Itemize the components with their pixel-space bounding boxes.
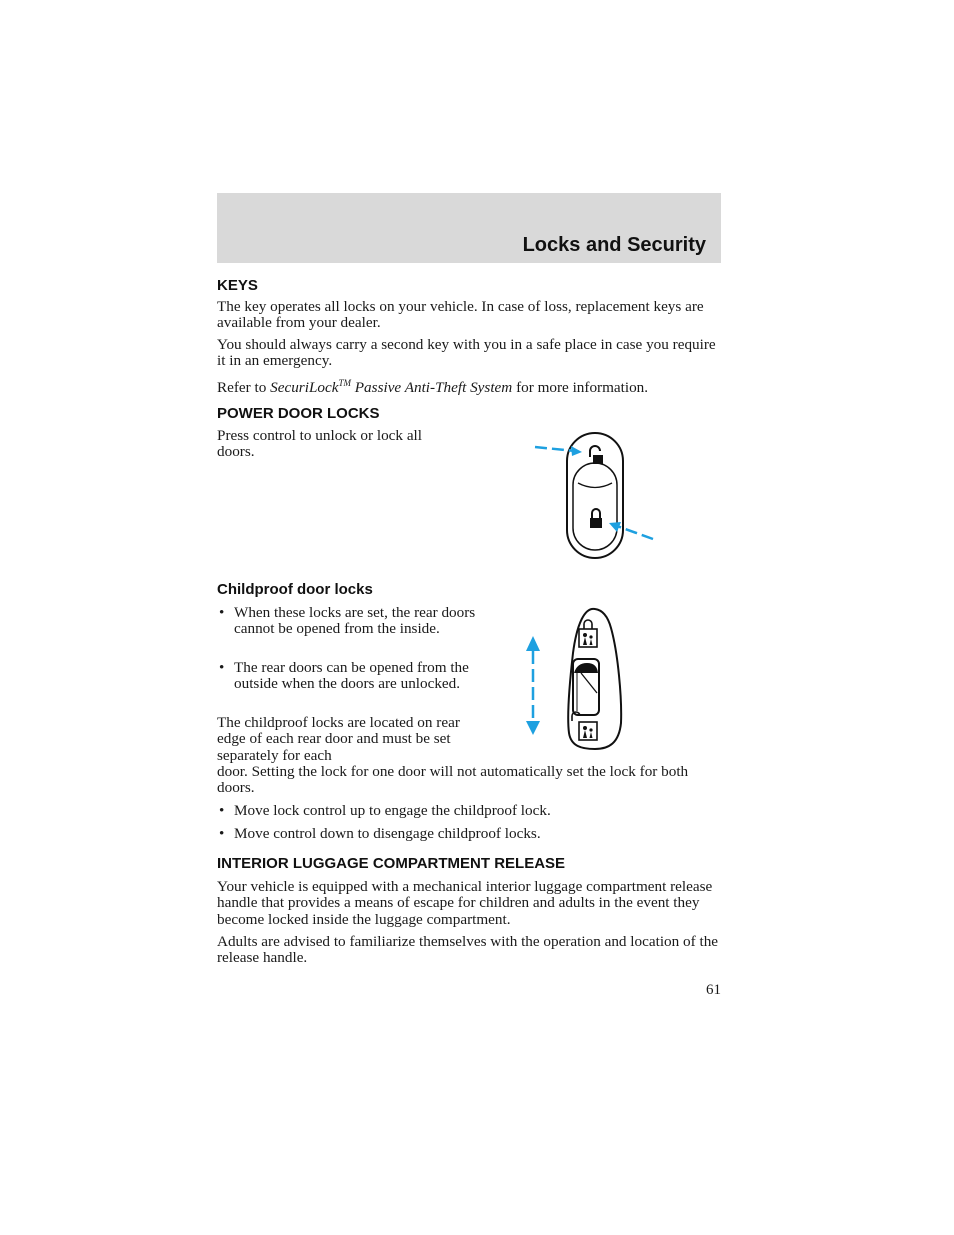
keys-p3-suffix: for more information. <box>512 379 649 397</box>
childproof-slider-icon <box>573 659 599 715</box>
section-title: Locks and Security <box>522 234 706 256</box>
power-door-locks-heading: POWER DOOR LOCKS <box>217 405 380 422</box>
childproof-bullet-3-text: Move lock control up to engage the childproof lock. <box>234 802 551 819</box>
luggage-release-heading: INTERIOR LUGGAGE COMPARTMENT RELEASE <box>217 855 566 872</box>
childproof-bullet-1 <box>217 605 486 638</box>
childproof-paragraph: The childproof locks are located on rear edge of each rear door and must be set separately for each <box>217 714 460 764</box>
keys-p3-prefix: Refer to <box>217 379 271 397</box>
childproof-heading: Childproof door locks <box>217 581 373 598</box>
header-band <box>217 193 721 263</box>
childproof-bullet-4 <box>217 826 541 842</box>
luggage-paragraph-2: Adults are advised to familiarize themselves with the operation and location of the release handle. <box>217 933 719 967</box>
trademark-mark: TM <box>338 378 351 388</box>
childproof-bullet-2 <box>217 660 486 693</box>
keys-paragraph-1: The key operates all locks on your vehicle. In case of loss, replacement keys are available from your dealer. <box>217 298 704 332</box>
power-door-locks-paragraph: Press control to unlock or lock all doors. <box>217 427 422 461</box>
bullet-dot: • <box>219 659 225 676</box>
anti-theft-text: Passive Anti-Theft System <box>350 379 513 397</box>
childproof-paragraph-continued: door. Setting the lock for one door will not automatically set the lock for both doors. <box>217 763 689 797</box>
childproof-lock-illustration <box>515 603 630 753</box>
childproof-bullet-2-text: The rear doors can be opened from the outside when the doors are unlocked. <box>234 659 469 693</box>
bullet-dot: • <box>219 825 225 842</box>
childproof-bullet-4-text: Move control down to disengage childproof locks. <box>234 825 541 842</box>
page-number: 61 <box>706 982 721 998</box>
childproof-bullet-1-text: When these locks are set, the rear doors cannot be opened from the inside. <box>234 604 476 638</box>
keys-paragraph-2: You should always carry a second key with you in a safe place in case you require it in an emergency. <box>217 336 716 370</box>
keys-heading: KEYS <box>217 277 258 294</box>
luggage-paragraph-1: Your vehicle is equipped with a mechanical interior luggage compartment release handle that provides a means of escape for children and adults in the event they become locked inside the luggage compartment. <box>217 878 713 928</box>
securilock-text: SecuriLock <box>270 379 339 397</box>
power-door-lock-switch-illustration <box>525 425 665 565</box>
childproof-bullet-3 <box>217 803 551 819</box>
bullet-dot: • <box>219 802 225 819</box>
bullet-dot: • <box>219 604 225 621</box>
up-down-arrow-icon <box>526 636 540 735</box>
keys-paragraph-3 <box>217 375 722 396</box>
